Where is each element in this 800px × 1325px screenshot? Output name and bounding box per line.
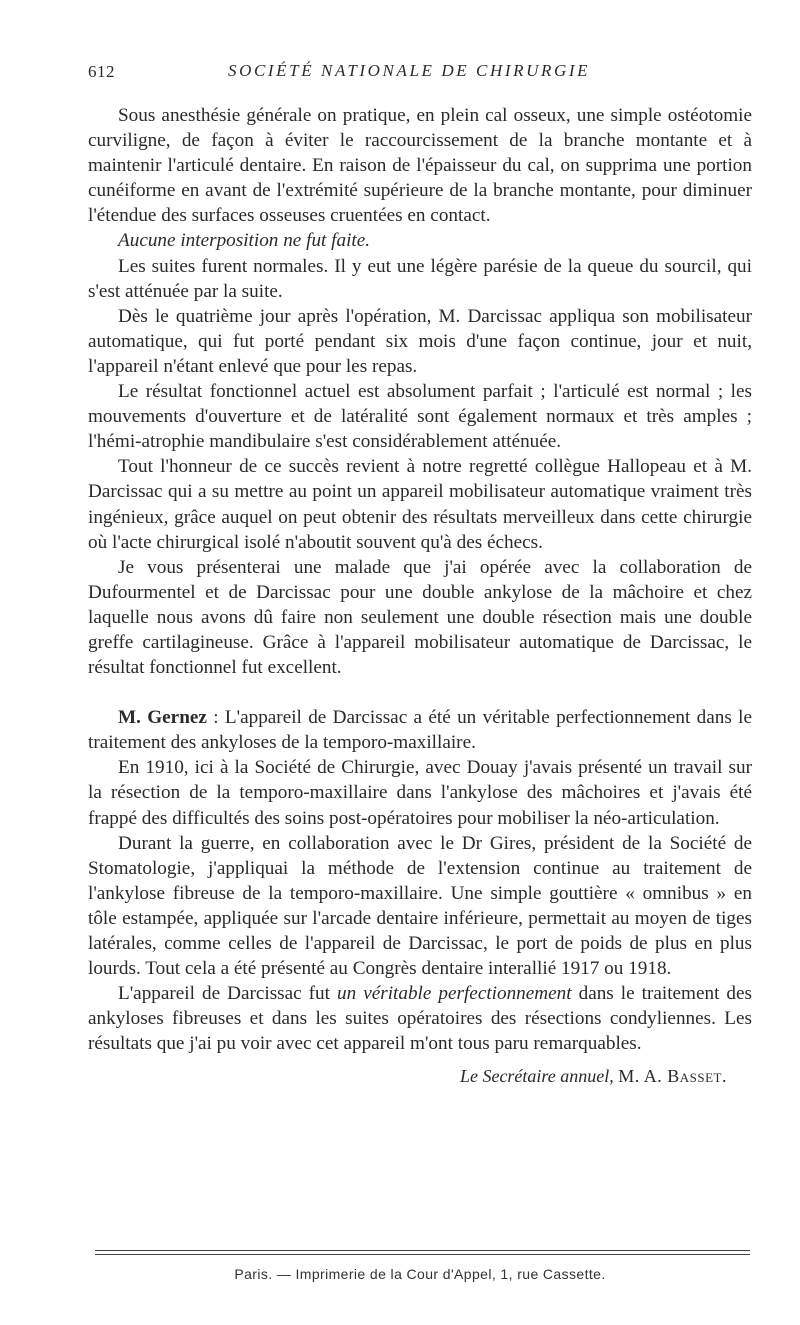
paragraph: Sous anesthésie générale on pratique, en plein cal osseux, une simple ostéotomie curviligne, de façon à éviter le raccourcissement de la branche montante et à maintenir l'articulé dentaire. En raison de l'épaisseur du cal, on supprima une portion cunéiforme en avant de l'extrémité supérieure de la branche montante, pour diminuer l'étendue des surfaces osseuses cruentées en contact.	[88, 105, 752, 227]
page-header	[88, 58, 728, 86]
text-run: dans le traitement des ankyloses fibreuses et dans les suites opératoires des résections condyliennes. Les résultats que j'ai pu voir avec cet appareil m'ont tous paru remarquables.	[88, 983, 752, 1055]
body-text	[88, 103, 752, 1090]
paragraph: En 1910, ici à la Société de Chirurgie, avec Douay j'avais présenté un travail sur la résection de la temporo-maxillaire dans l'ankylose des mâchoires et j'avais été frappé des difficultés des soins post-opératoires pour mobiliser la néo-articulation.	[88, 757, 752, 829]
paragraph: Le résultat fonctionnel actuel est absolument parfait ; l'articulé est normal ; les mouvements d'ouverture et de latéralité sont également normaux et très amples ; l'hémi-atrophie mandibulaire s'est considérablement atténuée.	[88, 381, 752, 453]
gernez-intro-paragraph	[88, 705, 752, 755]
paragraph: Durant la guerre, en collaboration avec le Dr Gires, président de la Société de Stomatologie, j'appliquai la méthode de l'extension continue au traitement de l'ankylose fibreuse de la temporo-maxillaire. Une simple gouttière « omnibus » en tôle estampée, appliquée sur l'arcade dentaire inférieure, permettait au moyen de tiges latérales, comme celles de l'appareil de Darcissac, le port de poids de plus en plus lourds. Tout cela a été présenté au Congrès dentaire interallié 1917 ou 1918.	[88, 832, 752, 980]
speaker-name: M. Gernez	[118, 707, 207, 729]
footer-rule	[95, 1250, 750, 1251]
footer-rule	[95, 1254, 750, 1255]
signature-name: M. A. Basset.	[618, 1066, 727, 1087]
paragraph: Dès le quatrième jour après l'opération, M. Darcissac appliqua son mobilisateur automatique, qui fut porté pendant six mois d'une façon continue, jour et nuit, l'appareil n'étant enlevé que pour les repas.	[88, 305, 752, 377]
paragraph: Tout l'honneur de ce succès revient à notre regretté collègue Hallopeau et à M. Darcissac qui a su mettre au point un appareil mobilisateur automatique vraiment très ingénieux, grâce auquel on peut obtenir des résultats merveilleux dans cette chirurgie où l'acte chirurgical isolé n'aboutit souvent qu'à des échecs.	[88, 456, 752, 553]
paragraph: Je vous présenterai une malade que j'ai opérée avec la collaboration de Dufourmentel et de Darcissac pour une double ankylose de la mâchoire et chez laquelle nous avons dû faire non seulement une double résection mais une double greffe cartilagineuse. Grâce à l'appareil mobilisateur automatique de Darcissac, le résultat fonctionnel fut excellent.	[88, 556, 752, 679]
running-title: SOCIÉTÉ NATIONALE DE CHIRURGIE	[228, 61, 591, 80]
paragraph-italic: Aucune interposition ne fut faite.	[118, 230, 371, 252]
signature	[88, 1064, 752, 1089]
paragraph: Les suites furent normales. Il y eut une légère parésie de la queue du sourcil, qui s'est atténuée par la suite.	[88, 255, 752, 302]
printer-imprint: Paris. — Imprimerie de la Cour d'Appel, 1, rue Cassette.	[234, 1266, 606, 1282]
emphasis-text: un véritable perfectionnement	[337, 983, 572, 1005]
signature-role: Le Secrétaire annuel,	[459, 1066, 614, 1087]
paragraph	[88, 981, 752, 1056]
gernez-intro-text: : L'appareil de Darcissac a été un véritable perfectionnement dans le traitement des ankyloses de la temporo-maxillaire.	[88, 707, 752, 754]
text-run: L'appareil de Darcissac fut	[118, 983, 337, 1005]
page-number: 612	[88, 62, 115, 81]
